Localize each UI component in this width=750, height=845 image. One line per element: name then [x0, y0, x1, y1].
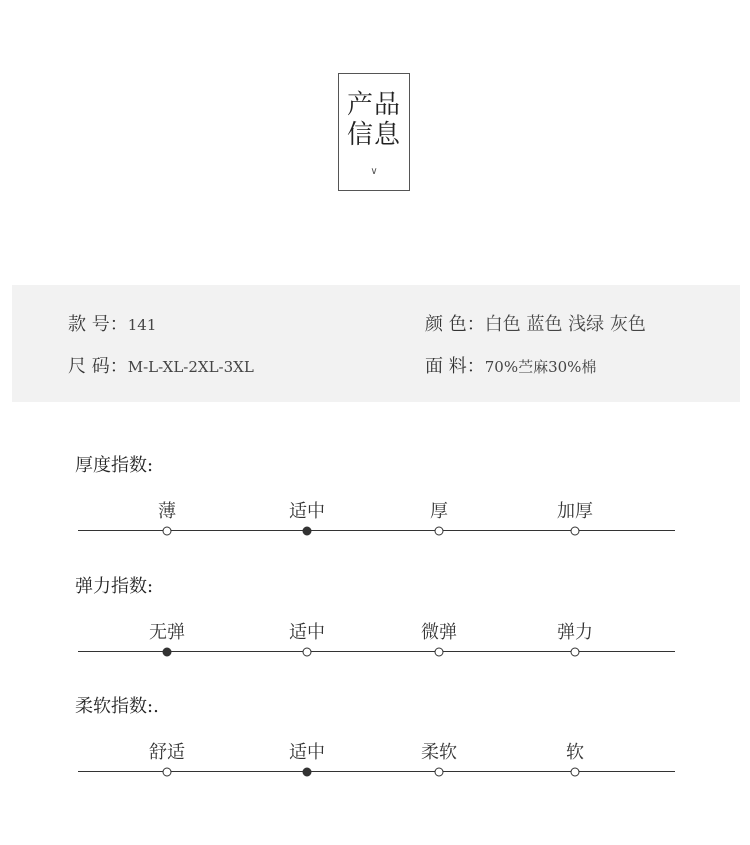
thickness-option-marker — [435, 526, 444, 535]
title-line-2: 信息 — [346, 120, 401, 150]
fabric-composition — [425, 352, 596, 378]
style-number-value: 141 — [127, 316, 157, 334]
elasticity-selected-marker — [163, 647, 172, 656]
thickness-option-label: 加厚 — [557, 501, 593, 522]
chevron-down-icon: ∨ — [370, 166, 378, 177]
elasticity-scale-title: 弹力指数: — [75, 576, 154, 597]
product-info-band — [12, 285, 740, 402]
fabric-value: 70%苎麻30%棉 — [484, 358, 597, 376]
style-number — [68, 310, 156, 336]
softness-option-marker — [163, 767, 172, 776]
thickness-option-label: 适中 — [289, 501, 325, 522]
title-line-1: 产品 — [346, 90, 401, 120]
thickness-option-label: 厚 — [430, 501, 448, 522]
color-options — [425, 310, 646, 336]
softness-selected-marker — [303, 767, 312, 776]
softness-option-label: 舒适 — [149, 742, 185, 763]
thickness-selected-marker — [303, 526, 312, 535]
elasticity-option-label: 弹力 — [557, 622, 593, 643]
elasticity-option-marker — [571, 647, 580, 656]
size-value: M-L-XL-2XL-3XL — [127, 358, 254, 376]
elasticity-option-label: 适中 — [289, 622, 325, 643]
color-label: 颜 色： — [425, 314, 485, 335]
softness-option-label: 软 — [566, 742, 584, 763]
style-number-label: 款 号： — [68, 314, 128, 335]
size-range — [68, 352, 254, 378]
softness-scale-title: 柔软指数:. — [75, 696, 159, 717]
thickness-option-marker — [163, 526, 172, 535]
softness-option-marker — [571, 767, 580, 776]
thickness-option-label: 薄 — [158, 501, 176, 522]
elasticity-option-label: 微弹 — [421, 622, 457, 643]
thickness-scale-title: 厚度指数: — [75, 455, 154, 476]
thickness-option-marker — [571, 526, 580, 535]
color-value: 白色 蓝色 浅绿 灰色 — [484, 314, 646, 335]
fabric-label: 面 料： — [425, 356, 485, 377]
elasticity-option-marker — [303, 647, 312, 656]
title-box — [338, 73, 410, 191]
softness-option-marker — [435, 767, 444, 776]
softness-option-label: 适中 — [289, 742, 325, 763]
size-label: 尺 码： — [68, 356, 128, 377]
softness-option-label: 柔软 — [421, 742, 457, 763]
elasticity-option-label: 无弹 — [149, 622, 185, 643]
elasticity-option-marker — [435, 647, 444, 656]
